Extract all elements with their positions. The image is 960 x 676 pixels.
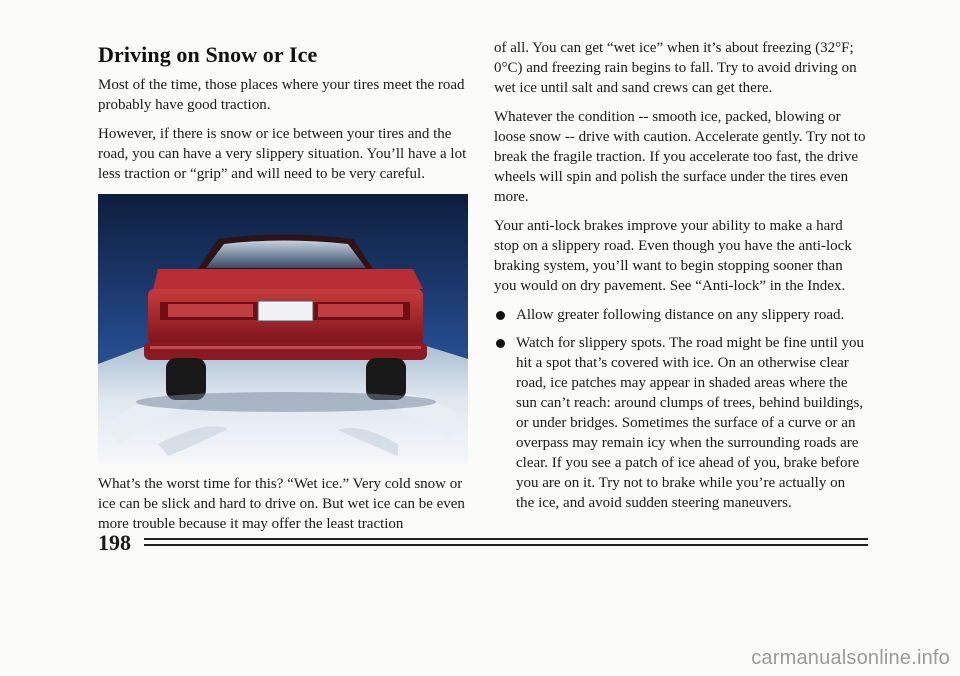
section-heading: Driving on Snow or Ice: [98, 42, 318, 67]
right-column: [494, 38, 866, 521]
paragraph: of all. You can get “wet ice” when it’s about freezing (32°F; 0°C) and freezing rain begins to fall. Try to avoid driving on wet ice until salt and sand crews can get there.: [494, 40, 857, 96]
paragraph: However, if there is snow or ice between your tires and the road, you can have a very slippery situation. You’ll have a lot less traction or “grip” and will need to be very careful.: [98, 126, 467, 182]
list-item: [494, 305, 866, 325]
bullet-icon: [496, 339, 505, 348]
car-on-ice-illustration: [98, 194, 468, 464]
bullet-list: [494, 305, 866, 513]
footer-rule: [144, 544, 868, 546]
page-footer: [98, 530, 868, 556]
watermark: carmanualsonline.info: [751, 647, 950, 669]
paragraph: Whatever the condition -- smooth ice, packed, blowing or loose snow -- drive with caution. Accelerate gently. Try not to break the fragile traction. If you accelerate too fast, the drive wheels will spin and polish the surface under the tires even more.: [494, 109, 866, 205]
page-number: 198: [98, 530, 131, 555]
footer-rule: [144, 538, 868, 540]
bullet-icon: [496, 311, 505, 320]
paragraph: Your anti-lock brakes improve your ability to make a hard stop on a slippery road. Even though you have the anti-lock braking system, you’ll want to begin stopping sooner than you would on dry pavement. See “Anti-lock” in the Index.: [494, 218, 852, 294]
paragraph: What’s the worst time for this? “Wet ice.” Very cold snow or ice can be slick and hard to drive on. But wet ice can be even more trouble because it may offer the least traction: [98, 476, 465, 532]
list-item: [494, 333, 866, 513]
list-item-text: Watch for slippery spots. The road might be fine until you hit a spot that’s covered with ice. On an otherwise clear road, ice patches may appear in shaded areas where the sun can’t reach: around clumps of trees, behind buildings, or under bridges. Sometimes the surface of a curve or an overpass may remain icy when the surrounding roads are clear. If you see a patch of ice ahead of you, brake before you are on it. Try not to brake while you’re actually on the ice, and avoid sudden steering maneuvers.: [516, 335, 865, 511]
list-item-text: Allow greater following distance on any slippery road.: [516, 307, 845, 323]
left-column: [98, 42, 470, 543]
paragraph: Most of the time, those places where your tires meet the road probably have good traction.: [98, 77, 465, 113]
